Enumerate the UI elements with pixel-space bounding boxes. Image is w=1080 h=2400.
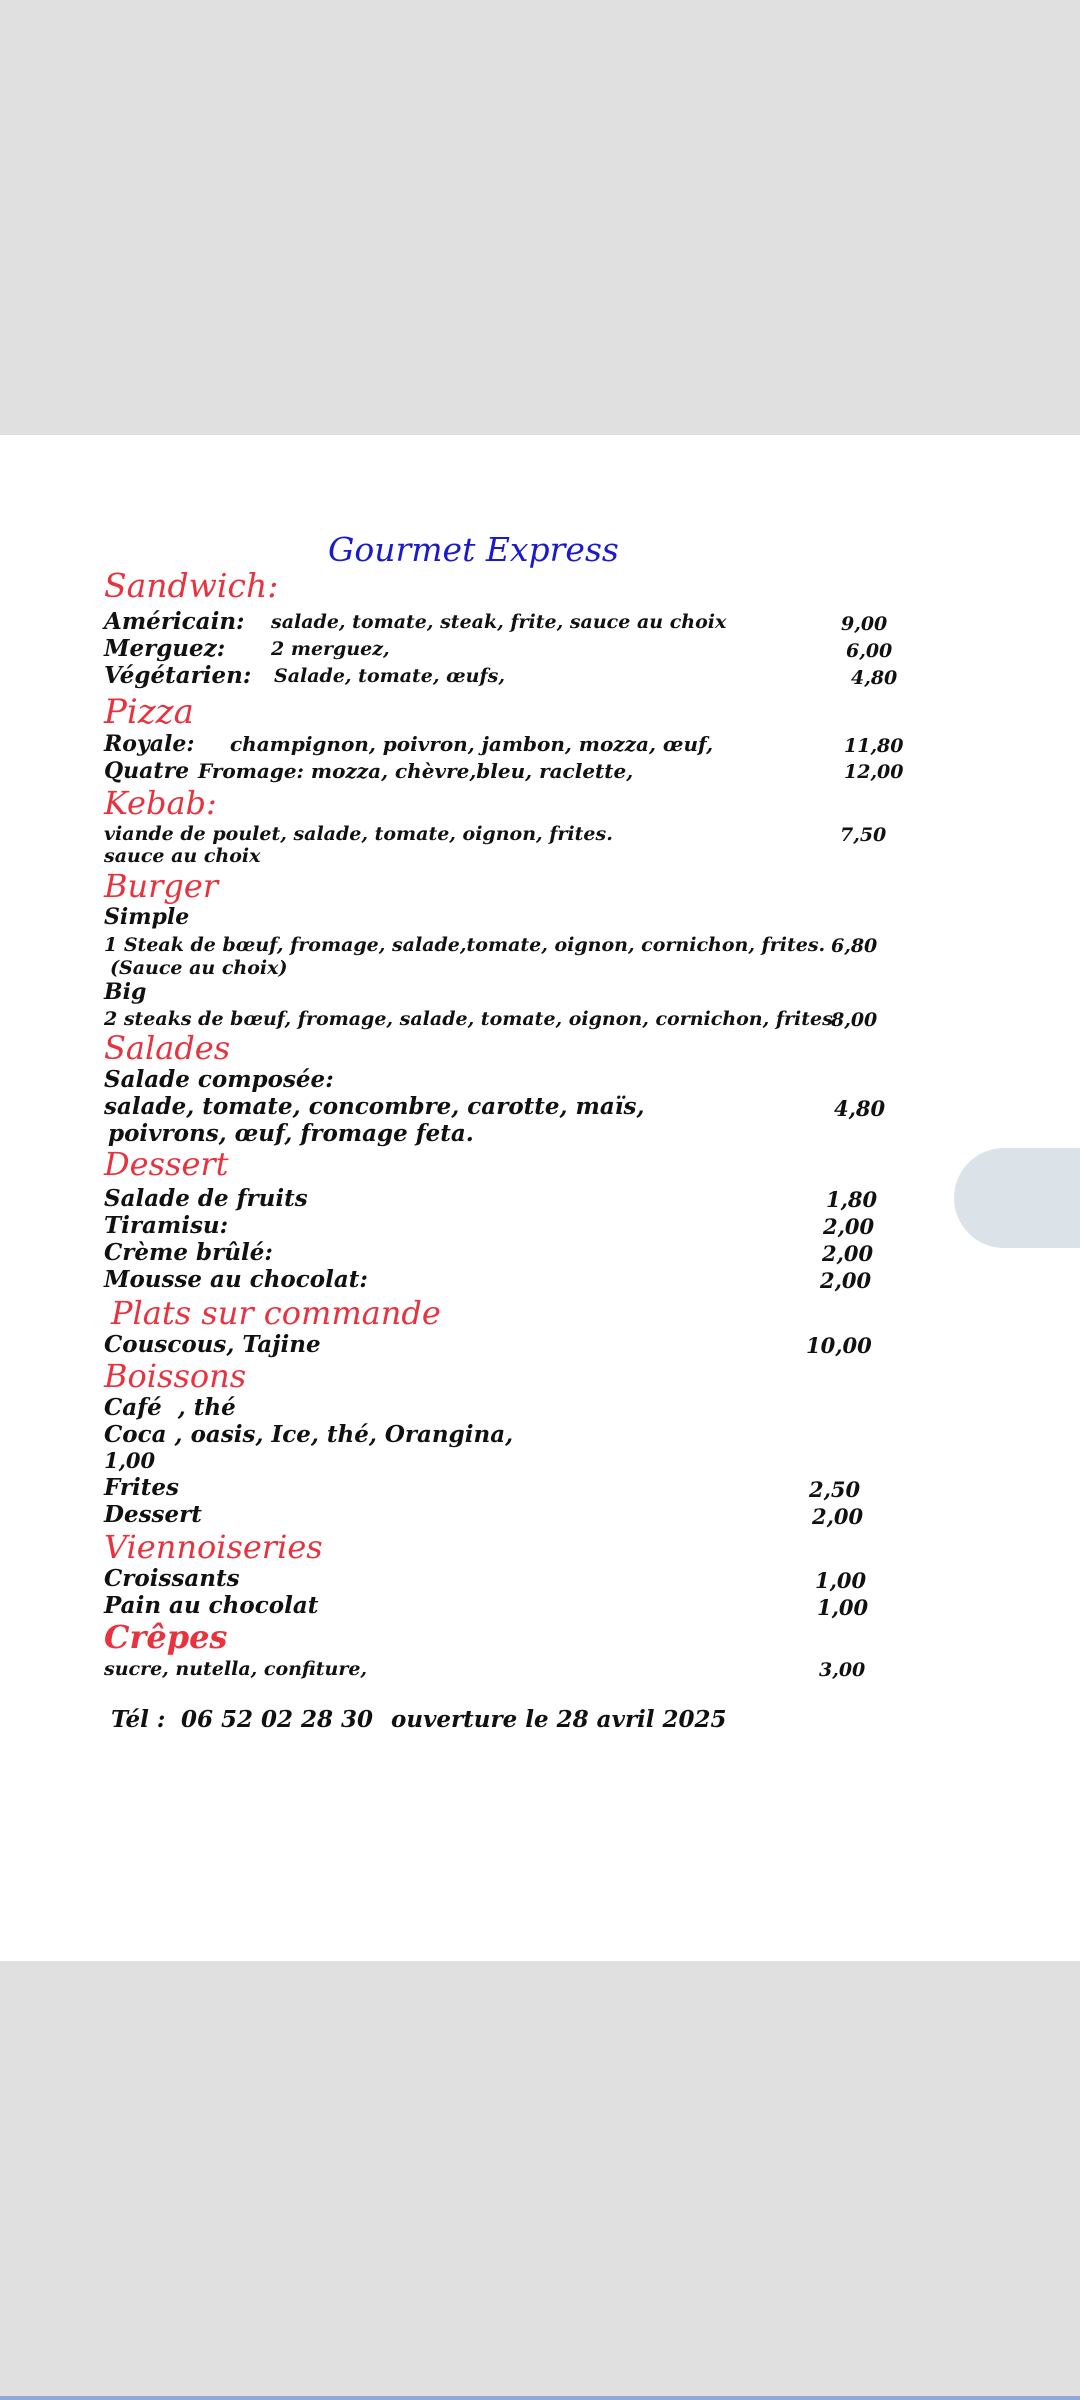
menu-item-desc: poivrons, œuf, fromage feta.: [108, 1120, 474, 1147]
menu-item-desc: Fromage: mozza, chèvre,bleu, raclette,: [198, 759, 634, 783]
menu-item-name: Coca , oasis, Ice, thé, Orangina,: [104, 1421, 514, 1448]
menu-item-price: 6,80: [831, 935, 878, 957]
footer-opening: ouverture le 28 avril 2025: [391, 1706, 727, 1733]
menu-item-name: Américain:: [104, 608, 245, 635]
menu-item-price: 11,80: [844, 735, 904, 757]
footer-tel-number: 06 52 02 28 30: [181, 1706, 374, 1733]
menu-item-name: Merguez:: [104, 635, 226, 662]
section-heading-sandwich: Sandwich:: [104, 566, 279, 605]
menu-item-desc: Salade, tomate, œufs,: [274, 665, 505, 687]
menu-item-desc: champignon, poivron, jambon, mozza, œuf,: [230, 732, 714, 756]
menu-item-desc: salade, tomate, concombre, carotte, maïs,: [104, 1093, 645, 1120]
menu-item-price: 2,00: [820, 1268, 872, 1293]
menu-item-name: Big: [104, 979, 147, 1005]
menu-item-name: Salade de fruits: [104, 1185, 308, 1212]
menu-item-price: 1,80: [826, 1187, 878, 1212]
menu-item-name: Royale:: [104, 731, 195, 757]
section-heading-viennoiseries: Viennoiseries: [104, 1528, 323, 1566]
menu-item-price: 2,00: [823, 1214, 875, 1239]
section-heading-dessert: Dessert: [104, 1145, 229, 1183]
menu-item-price: 4,80: [851, 667, 898, 689]
section-heading-crepes: Crêpes: [104, 1618, 228, 1656]
menu-item-price: 3,00: [819, 1659, 866, 1681]
menu-item-name: Frites: [104, 1474, 179, 1501]
menu-item-name: Crème brûlé:: [104, 1239, 273, 1266]
menu-item-name: Dessert: [104, 1501, 202, 1528]
menu-item-desc: salade, tomate, steak, frite, sauce au choix: [271, 611, 727, 633]
page-title: Gourmet Express: [328, 530, 619, 569]
menu-item-price: 2,50: [809, 1477, 861, 1502]
menu-item-note: (Sauce au choix): [110, 957, 288, 979]
menu-item-name: Tiramisu:: [104, 1212, 229, 1239]
menu-item-price: 6,00: [846, 640, 893, 662]
menu-item-desc: sauce au choix: [104, 845, 261, 867]
menu-item-desc: sucre, nutella, confiture,: [104, 1658, 368, 1680]
section-heading-pizza: Pizza: [104, 692, 194, 732]
section-heading-boissons: Boissons: [104, 1357, 247, 1395]
section-heading-salades: Salades: [104, 1029, 231, 1067]
section-heading-kebab: Kebab:: [104, 784, 217, 822]
menu-item-desc: 2 merguez,: [271, 638, 390, 660]
footer-tel-label: Tél :: [111, 1706, 166, 1733]
menu-item-name: Pain au chocolat: [104, 1592, 319, 1619]
menu-item-price: 2,00: [822, 1241, 874, 1266]
menu-item-name: Simple: [104, 904, 190, 930]
menu-item-desc: viande de poulet, salade, tomate, oignon, frites.: [104, 823, 613, 845]
menu-item-name: Quatre: [104, 758, 190, 784]
menu-item-price: 2,00: [812, 1504, 864, 1529]
menu-item-price: 1,00: [815, 1568, 867, 1593]
menu-item-price: 9,00: [841, 613, 888, 635]
menu-item-price: 7,50: [840, 824, 887, 846]
menu-item-price: 8,00: [831, 1009, 878, 1031]
menu-item-name: Végétarien:: [104, 662, 252, 689]
section-heading-burger: Burger: [104, 867, 219, 905]
menu-item-price: 4,80: [834, 1096, 886, 1121]
menu-item-name: Salade composée:: [104, 1066, 334, 1093]
section-heading-plats: Plats sur commande: [111, 1294, 441, 1332]
menu-item-price: 1,00: [817, 1595, 869, 1620]
menu-item-price: 12,00: [844, 761, 904, 783]
menu-item-name: Couscous, Tajine: [104, 1331, 321, 1358]
menu-item-name: Croissants: [104, 1565, 240, 1592]
menu-item-name: Mousse au chocolat:: [104, 1266, 368, 1293]
menu-item-desc: 2 steaks de bœuf, fromage, salade, tomate, oignon, cornichon, frites: [104, 1008, 833, 1030]
scroll-handle[interactable]: [954, 1148, 1080, 1248]
menu-item-desc: 1 Steak de bœuf, fromage, salade,tomate, oignon, cornichon, frites.: [104, 934, 826, 956]
menu-page: [0, 435, 1080, 1961]
menu-item-price: 10,00: [806, 1333, 872, 1358]
menu-item-price: 1,00: [104, 1448, 156, 1473]
bottom-divider: [0, 2396, 1080, 2400]
menu-item-name: Café , thé: [104, 1394, 236, 1421]
